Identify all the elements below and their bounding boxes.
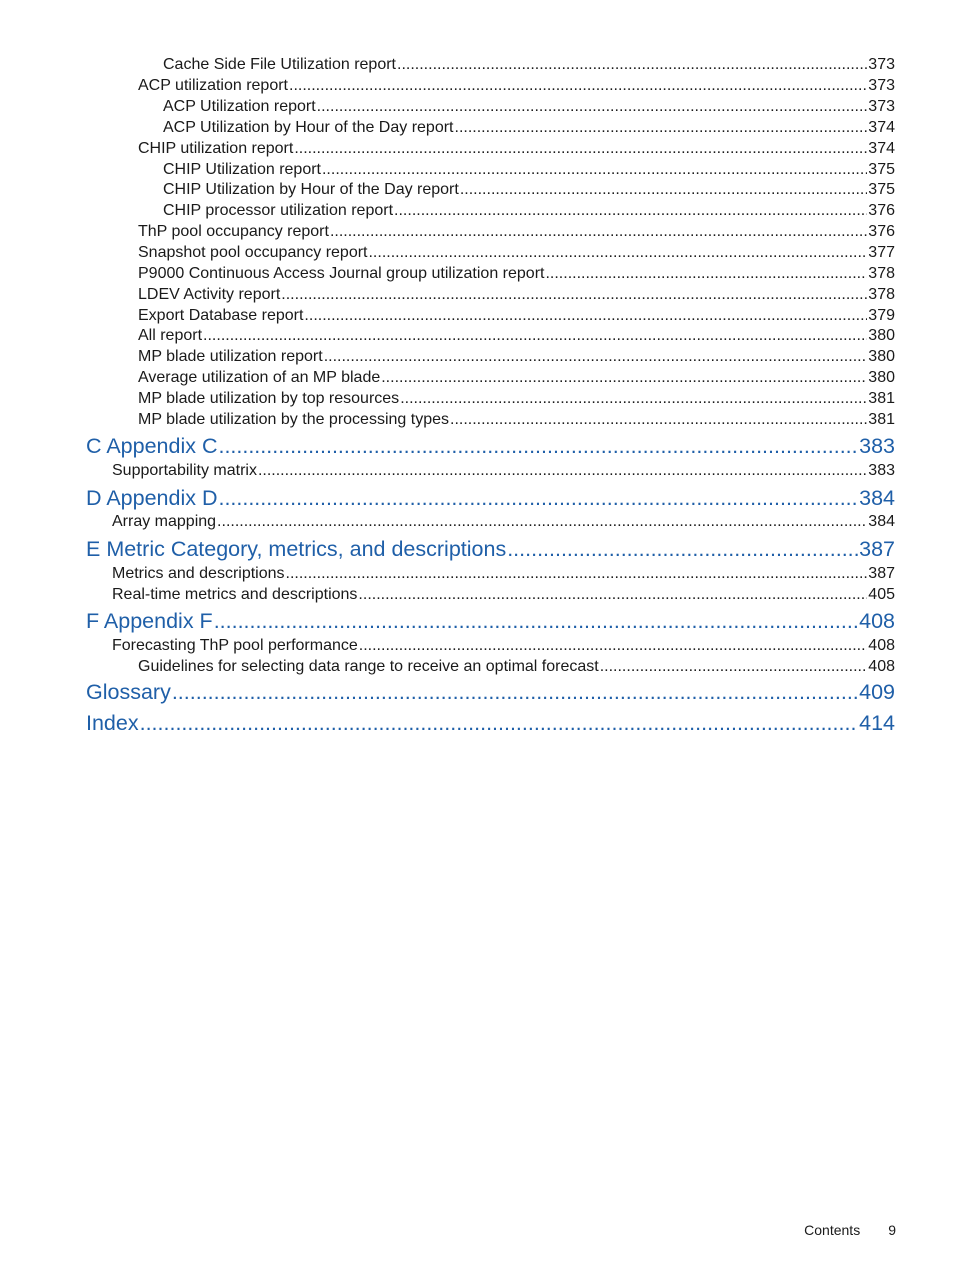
- toc-entry-title: MP blade utilization report: [138, 348, 323, 365]
- toc-entry-mp-blade-utilization-by-the-processing-types[interactable]: [138, 411, 895, 432]
- dot-leader: [368, 244, 867, 262]
- dot-leader: [217, 513, 867, 531]
- toc-entry-title: Forecasting ThP pool performance: [112, 637, 358, 654]
- footer-section-label: Contents: [804, 1222, 861, 1238]
- dot-leader: [397, 56, 867, 74]
- toc-entry-page: 383: [859, 434, 895, 458]
- toc-chapter-c-appendix-c[interactable]: [86, 434, 895, 464]
- toc-chapter-index[interactable]: [86, 711, 895, 741]
- dot-leader: [600, 658, 868, 676]
- dot-leader: [304, 307, 867, 325]
- toc-entry-page: 380: [868, 348, 895, 365]
- toc-entry-title: Index: [86, 711, 139, 735]
- toc-entry-page: 387: [859, 537, 895, 561]
- dot-leader: [507, 537, 858, 562]
- toc-entry-metrics-and-descriptions[interactable]: [112, 565, 895, 586]
- toc-entry-title: CHIP processor utilization report: [163, 202, 394, 219]
- toc-entry-all-report[interactable]: [138, 327, 895, 348]
- toc-entry-acp-utilization-report[interactable]: [163, 98, 895, 119]
- dot-leader: [317, 98, 868, 116]
- toc-entry-title: E Metric Category, metrics, and descriptions: [86, 537, 507, 561]
- footer-page-number: 9: [888, 1222, 896, 1238]
- dot-leader: [324, 348, 868, 366]
- toc-entry-title: Glossary: [86, 680, 171, 704]
- dot-leader: [218, 486, 858, 511]
- toc-entry-title: All report: [138, 327, 203, 344]
- toc-entry-page: 383: [868, 462, 895, 479]
- toc-entry-page: 374: [868, 119, 895, 136]
- toc-entry-title: ACP Utilization report: [163, 98, 316, 115]
- page-footer: [804, 1222, 896, 1238]
- toc-entry-title: F Appendix F: [86, 609, 213, 633]
- dot-leader: [172, 680, 858, 705]
- toc-entry-cache-side-file-utilization-report[interactable]: [163, 56, 895, 77]
- dot-leader: [545, 265, 867, 283]
- toc-entry-page: 378: [868, 265, 895, 282]
- toc-entry-page: 387: [868, 565, 895, 582]
- dot-leader: [450, 411, 867, 429]
- toc-entry-export-database-report[interactable]: [138, 307, 895, 328]
- toc-entry-chip-utilization-report[interactable]: [163, 161, 895, 182]
- toc-entry-chip-processor-utilization-report[interactable]: [163, 202, 895, 223]
- toc-entry-mp-blade-utilization-report[interactable]: [138, 348, 895, 369]
- dot-leader: [394, 202, 867, 220]
- dot-leader: [359, 637, 868, 655]
- dot-leader: [140, 711, 859, 736]
- toc-entry-page: 378: [868, 286, 895, 303]
- toc-entry-acp-utilization-report[interactable]: [138, 77, 895, 98]
- toc-entry-page: 377: [868, 244, 895, 261]
- dot-leader: [330, 223, 867, 241]
- toc-entry-p9000-continuous-access-journal-group-utilization-report[interactable]: [138, 265, 895, 286]
- toc-entry-page: 384: [859, 486, 895, 510]
- toc-entry-page: 374: [868, 140, 895, 157]
- dot-leader: [258, 462, 867, 480]
- toc-entry-title: CHIP Utilization by Hour of the Day report: [163, 181, 459, 198]
- toc-entry-page: 373: [868, 98, 895, 115]
- toc-entry-title: CHIP Utilization report: [163, 161, 321, 178]
- toc-entry-page: 380: [868, 369, 895, 386]
- dot-leader: [358, 586, 867, 604]
- toc-entry-acp-utilization-by-hour-of-the-day-report[interactable]: [163, 119, 895, 140]
- toc-entry-page: 408: [868, 658, 895, 675]
- toc-entry-title: Average utilization of an MP blade: [138, 369, 381, 386]
- toc-entry-title: ACP utilization report: [138, 77, 288, 94]
- toc-entry-title: Guidelines for selecting data range to receive an optimal forecast: [138, 658, 599, 675]
- toc-entry-supportability-matrix[interactable]: [112, 462, 895, 483]
- toc-entry-average-utilization-of-an-mp-blade[interactable]: [138, 369, 895, 390]
- toc-entry-array-mapping[interactable]: [112, 513, 895, 534]
- toc-entry-real-time-metrics-and-descriptions[interactable]: [112, 586, 895, 607]
- toc-entry-title: C Appendix C: [86, 434, 218, 458]
- toc-entry-page: 384: [868, 513, 895, 530]
- dot-leader: [286, 565, 868, 583]
- toc-entry-title: P9000 Continuous Access Journal group utilization report: [138, 265, 545, 282]
- toc-entry-page: 373: [868, 56, 895, 73]
- toc-entry-page: 379: [868, 307, 895, 324]
- dot-leader: [281, 286, 867, 304]
- toc-entry-page: 408: [868, 637, 895, 654]
- toc-entry-title: MP blade utilization by the processing types: [138, 411, 449, 428]
- toc-entry-chip-utilization-by-hour-of-the-day-report[interactable]: [163, 181, 895, 202]
- toc-entry-thp-pool-occupancy-report[interactable]: [138, 223, 895, 244]
- toc-entry-snapshot-pool-occupancy-report[interactable]: [138, 244, 895, 265]
- toc-entry-title: ACP Utilization by Hour of the Day report: [163, 119, 454, 136]
- toc-chapter-f-appendix-f[interactable]: [86, 609, 895, 639]
- dot-leader: [400, 390, 867, 408]
- toc-entry-chip-utilization-report[interactable]: [138, 140, 895, 161]
- toc-entry-page: 381: [868, 390, 895, 407]
- dot-leader: [218, 434, 858, 459]
- toc-entry-mp-blade-utilization-by-top-resources[interactable]: [138, 390, 895, 411]
- toc-entry-title: ThP pool occupancy report: [138, 223, 329, 240]
- toc-entry-page: 409: [859, 680, 895, 704]
- toc-entry-page: 381: [868, 411, 895, 428]
- toc-entry-title: Export Database report: [138, 307, 304, 324]
- toc-chapter-glossary[interactable]: [86, 680, 895, 710]
- toc-entry-title: MP blade utilization by top resources: [138, 390, 400, 407]
- toc-chapter-d-appendix-d[interactable]: [86, 486, 895, 516]
- dot-leader: [460, 181, 867, 199]
- toc-entry-title: Supportability matrix: [112, 462, 257, 479]
- toc-entry-forecasting-thp-pool-performance[interactable]: [112, 637, 895, 658]
- toc-entry-page: 373: [868, 77, 895, 94]
- dot-leader: [455, 119, 868, 137]
- toc-entry-title: Array mapping: [112, 513, 217, 530]
- toc-entry-page: 414: [859, 711, 895, 735]
- toc-entry-page: 408: [859, 609, 895, 633]
- dot-leader: [381, 369, 867, 387]
- dot-leader: [214, 609, 858, 634]
- toc-entry-title: D Appendix D: [86, 486, 218, 510]
- toc-entry-page: 380: [868, 327, 895, 344]
- toc-entry-page: 376: [868, 223, 895, 240]
- toc-entry-page: 405: [868, 586, 895, 603]
- dot-leader: [289, 77, 867, 95]
- toc-entry-page: 375: [868, 181, 895, 198]
- toc-entry-title: Cache Side File Utilization report: [163, 56, 396, 73]
- toc-entry-title: Real-time metrics and descriptions: [112, 586, 358, 603]
- dot-leader: [203, 327, 867, 345]
- toc-entry-guidelines-for-selecting-data-range-to-receive-an-optimal-forecast[interactable]: [138, 658, 895, 679]
- toc-entry-page: 376: [868, 202, 895, 219]
- toc-entry-page: 375: [868, 161, 895, 178]
- toc-entry-title: Snapshot pool occupancy report: [138, 244, 368, 261]
- toc-entry-title: CHIP utilization report: [138, 140, 294, 157]
- dot-leader: [294, 140, 867, 158]
- toc-entry-title: Metrics and descriptions: [112, 565, 285, 582]
- dot-leader: [322, 161, 867, 179]
- toc-entry-title: LDEV Activity report: [138, 286, 281, 303]
- toc-entry-ldev-activity-report[interactable]: [138, 286, 895, 307]
- toc-chapter-e-metric-category-metrics-and-descriptions[interactable]: [86, 537, 895, 567]
